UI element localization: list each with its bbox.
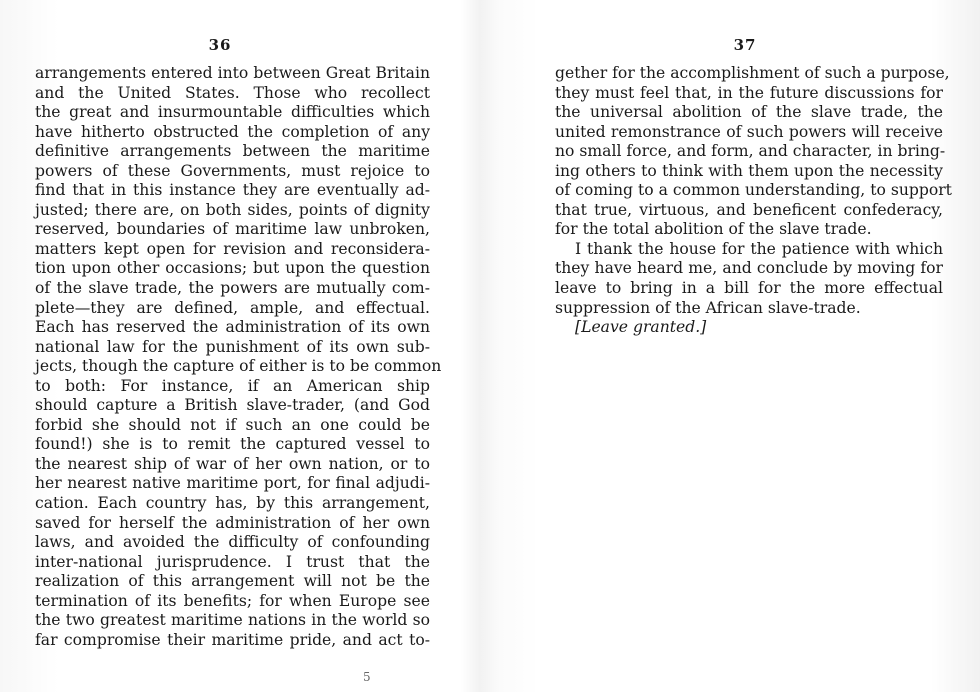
body-text (555, 64, 952, 338)
text-line: the great and insurmountable difficulties which (35, 103, 430, 122)
page-number: 37 (733, 36, 757, 54)
stage-note: [Leave granted.] (575, 318, 707, 337)
text-line: Each has reserved the administration of its own (35, 318, 430, 337)
text-line: united remonstrance of such powers will receive (555, 122, 943, 141)
text-line: leave to bring in a bill for the more effectual (555, 279, 943, 298)
text-line: realization of this arrangement will not be the (35, 572, 430, 591)
text-line: I thank the house for the patience with which (575, 239, 943, 258)
text-line: matters kept open for revision and reconsidera- (35, 239, 430, 258)
text-line: far compromise their maritime pride, and act to- (35, 630, 430, 649)
text-line: of coming to a common understanding, to support (555, 181, 952, 200)
right-page (490, 0, 980, 692)
text-line: the nearest ship of war of her own nation, or to (35, 454, 430, 473)
text-line: arrangements entered into between Great Britain (35, 64, 430, 82)
text-line: found!) she is to remit the captured vessel to (35, 435, 430, 454)
text-line: tion upon other occasions; but upon the question (35, 259, 430, 278)
text-line: find that in this instance they are eventually ad- (35, 181, 430, 200)
text-line: to both: For instance, if an American ship (35, 376, 430, 395)
text-line: of the slave trade, the powers are mutually com- (35, 279, 430, 298)
text-line: the two greatest maritime nations in the world so (35, 611, 430, 630)
text-line: justed; there are, on both sides, points of dignity (35, 200, 430, 219)
text-line: have hitherto obstructed the completion of any (35, 122, 430, 141)
text-line: for the total abolition of the slave trade. (555, 220, 872, 239)
text-line: saved for herself the administration of her own (35, 513, 430, 532)
text-line: gether for the accomplishment of such a purpose, (555, 64, 950, 82)
text-line: powers of these Governments, must rejoice to (35, 161, 430, 180)
text-line: should capture a British slave-trader, (and God (35, 396, 430, 415)
text-line: and the United States. Those who recollect (35, 83, 430, 102)
text-line: forbid she should not if such an one could be (35, 415, 430, 434)
body-text (35, 64, 442, 650)
bottom-mark: 5 (363, 670, 371, 684)
text-line: definitive arrangements between the maritime (35, 142, 430, 161)
text-line: national law for the punishment of its own sub- (35, 337, 430, 356)
text-line: ing others to think with them upon the necessity (555, 161, 943, 180)
text-line: they must feel that, in the future discussions for (555, 83, 943, 102)
text-line: laws, and avoided the difficulty of confounding (35, 533, 430, 552)
text-line: termination of its benefits; for when Europe see (35, 591, 430, 610)
text-line: inter-national jurisprudence. I trust that the (35, 552, 430, 571)
text-line: her nearest native maritime port, for final adjudi- (35, 474, 430, 493)
text-line: reserved, boundaries of maritime law unbroken, (35, 220, 430, 239)
text-line: cation. Each country has, by this arrangement, (35, 494, 430, 513)
page-number: 36 (208, 36, 232, 54)
text-line: suppression of the African slave-trade. (555, 298, 861, 317)
text-line: plete—they are defined, ample, and effectual. (35, 298, 430, 317)
text-line: they have heard me, and conclude by moving for (555, 259, 943, 278)
text-line: that true, virtuous, and beneficent confederacy, (555, 200, 943, 219)
text-line: no small force, and form, and character, in bring- (555, 142, 946, 161)
text-line: the universal abolition of the slave trade, the (555, 103, 943, 122)
text-line: jects, though the capture of either is to be common (35, 357, 442, 376)
